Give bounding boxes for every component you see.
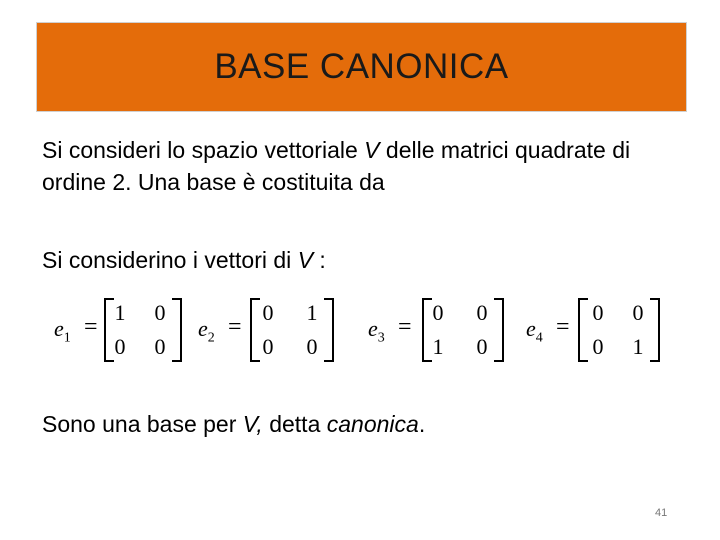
matrix-cell: 0 xyxy=(432,300,444,325)
paragraph-conclusion xyxy=(42,408,425,440)
matrix-cell: 0 xyxy=(114,334,126,359)
matrix-cell: 0 xyxy=(592,334,604,359)
matrix-cell: 0 xyxy=(632,300,644,325)
paragraph-text: : xyxy=(313,247,326,273)
matrix-label: $e_1$ xyxy=(54,316,71,346)
equals-sign: = xyxy=(556,314,570,340)
right-bracket xyxy=(172,298,182,362)
matrix-cell: 0 xyxy=(592,300,604,325)
paragraph-vectors xyxy=(42,244,326,276)
paragraph-text: Sono una base per xyxy=(42,411,243,437)
matrix-cell: 1 xyxy=(432,334,444,359)
paragraph-text: . xyxy=(418,411,426,437)
matrix-label: $e_3$ xyxy=(368,316,385,346)
variable-v: V xyxy=(297,247,314,273)
left-bracket xyxy=(578,298,588,362)
slide-title: BASE CANONICA xyxy=(214,47,509,86)
equals-sign: = xyxy=(84,314,98,340)
equals-sign: = xyxy=(398,314,412,340)
matrix-cell: 0 xyxy=(306,334,318,359)
matrix-cell: 1 xyxy=(114,300,126,325)
page-number: 41 xyxy=(655,507,668,519)
equals-sign: = xyxy=(228,314,242,340)
paragraph-text: Si considerino i vettori di xyxy=(42,247,298,273)
matrix-label: $e_4$ xyxy=(526,316,543,346)
right-bracket xyxy=(494,298,504,362)
emphasis-canonica: canonica xyxy=(326,411,419,437)
matrix-cell: 0 xyxy=(476,300,488,325)
matrix-cell: 1 xyxy=(632,334,644,359)
paragraph-text: Si consideri lo spazio vettoriale xyxy=(42,137,365,163)
matrix-cell: 0 xyxy=(262,334,274,359)
right-bracket xyxy=(650,298,660,362)
paragraph-definition xyxy=(42,134,692,198)
matrix-cell: 0 xyxy=(476,334,488,359)
matrix-cell: 0 xyxy=(154,334,166,359)
variable-v: V xyxy=(364,137,380,163)
paragraph-text: detta xyxy=(262,411,327,437)
matrices-row xyxy=(50,296,670,366)
title-bar xyxy=(36,22,687,112)
variable-v: V, xyxy=(242,411,263,437)
matrix-label: $e_2$ xyxy=(198,316,215,346)
matrix-cell: 1 xyxy=(306,300,318,325)
matrix-cell: 0 xyxy=(154,300,166,325)
right-bracket xyxy=(324,298,334,362)
matrix-cell: 0 xyxy=(262,300,274,325)
paragraph-text: delle matrici quadrate di ordine 2. Una base è costituita da xyxy=(42,137,631,195)
